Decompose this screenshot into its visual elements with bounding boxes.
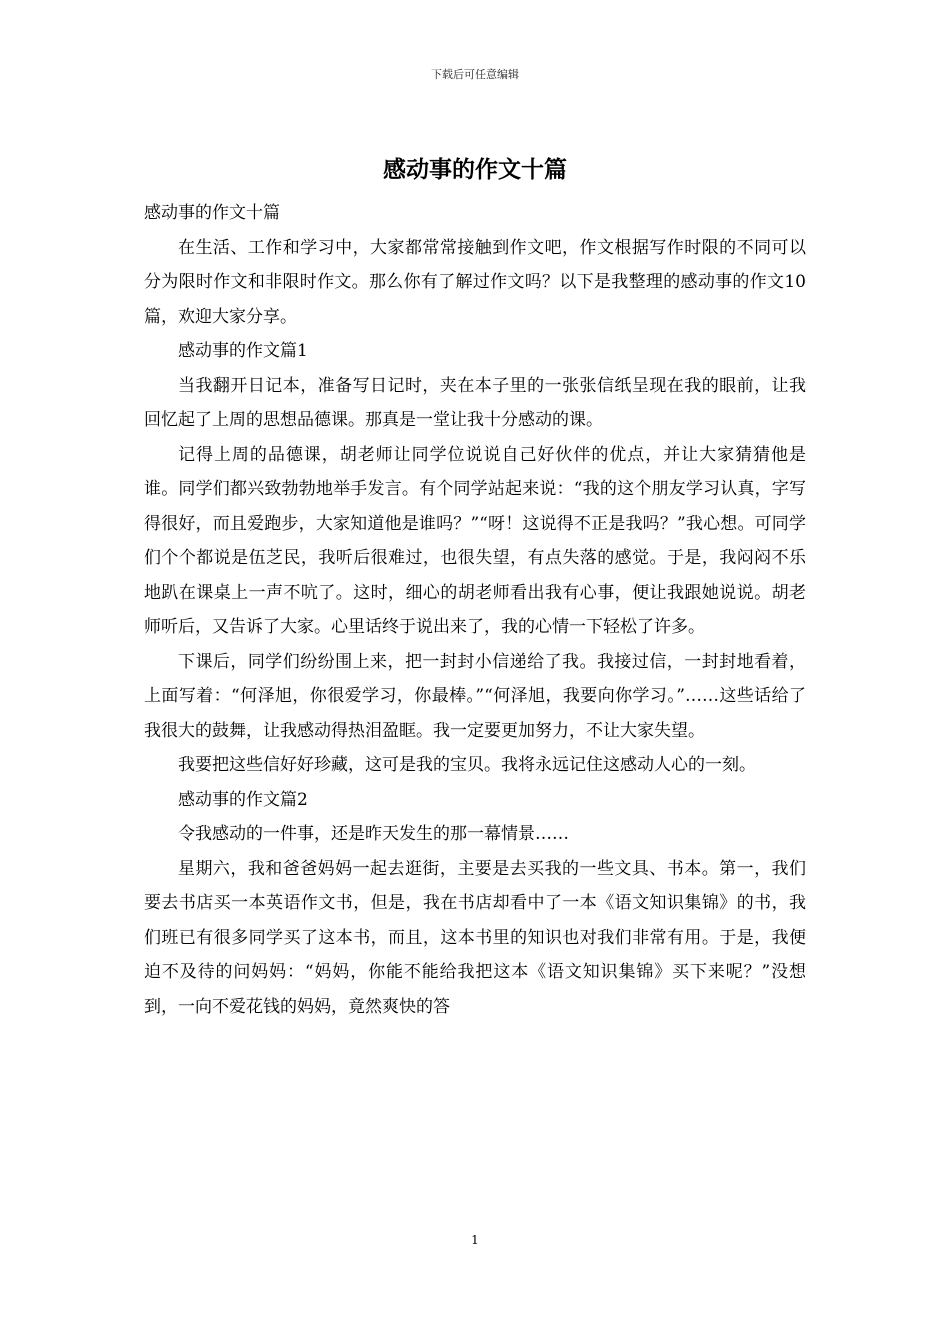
body-paragraph: 我要把这些信好好珍藏，这可是我的宝贝。我将永远记住这感动人心的一刻。 [178, 755, 756, 775]
section-heading-1: 感动事的作文篇1 [178, 341, 308, 361]
page-header-note: 下载后可任意编辑 [431, 68, 519, 81]
document-body [144, 196, 806, 1024]
body-paragraph: 下课后，同学们纷纷围上来，把一封封小信递给了我。我接过信，一封封地看着，上面写着：“何泽旭，你很爱学习，你最棒。”“何泽旭，我要向你学习。”……这些话给了我很大的鼓舞，让我感动得热泪盈眶。我一定要更加努力，不让大家失望。 [144, 651, 806, 741]
intro-paragraph: 在生活、工作和学习中，大家都常常接触到作文吧，作文根据写作时限的不同可以分为限时作文和非限时作文。那么你有了解过作文吗？以下是我整理的感动事的作文10篇，欢迎大家分享。 [144, 237, 806, 327]
body-paragraph: 令我感动的一件事，还是昨天发生的那一幕情景…… [178, 824, 569, 844]
body-paragraph: 当我翻开日记本，准备写日记时，夹在本子里的一张张信纸呈现在我的眼前，让我回忆起了上周的思想品德课。那真是一堂让我十分感动的课。 [144, 375, 806, 430]
document-title: 感动事的作文十篇 [383, 156, 567, 183]
page-number: 1 [471, 1233, 479, 1247]
document-subtitle: 感动事的作文十篇 [144, 203, 280, 223]
body-paragraph: 星期六，我和爸爸妈妈一起去逛街，主要是去买我的一些文具、书本。第一，我们要去书店买一本英语作文书，但是，我在书店却看中了一本《语文知识集锦》的书，我们班已有很多同学买了这本书，而且，这本书里的知识也对我们非常有用。于是，我便迫不及待的问妈妈：“妈妈，你能不能给我把这本《语文知识集锦》买下来呢？”没想到，一向不爱花钱的妈妈，竟然爽快的答 [144, 858, 806, 1017]
body-paragraph: 记得上周的品德课，胡老师让同学位说说自己好伙伴的优点，并让大家猜猜他是谁。同学们都兴致勃勃地举手发言。有个同学站起来说：“我的这个朋友学习认真，字写得很好，而且爱跑步，大家知道他是谁吗？”“呀！这说得不正是我吗？”我心想。可同学们个个都说是伍芝民，我听后很难过，也很失望，有点失落的感觉。于是，我闷闷不乐地趴在课桌上一声不吭了。这时，细心的胡老师看出我有心事，便让我跟她说说。胡老师听后，又告诉了大家。心里话终于说出来了，我的心情一下轻松了许多。 [144, 444, 806, 637]
section-heading-2: 感动事的作文篇2 [178, 789, 308, 810]
